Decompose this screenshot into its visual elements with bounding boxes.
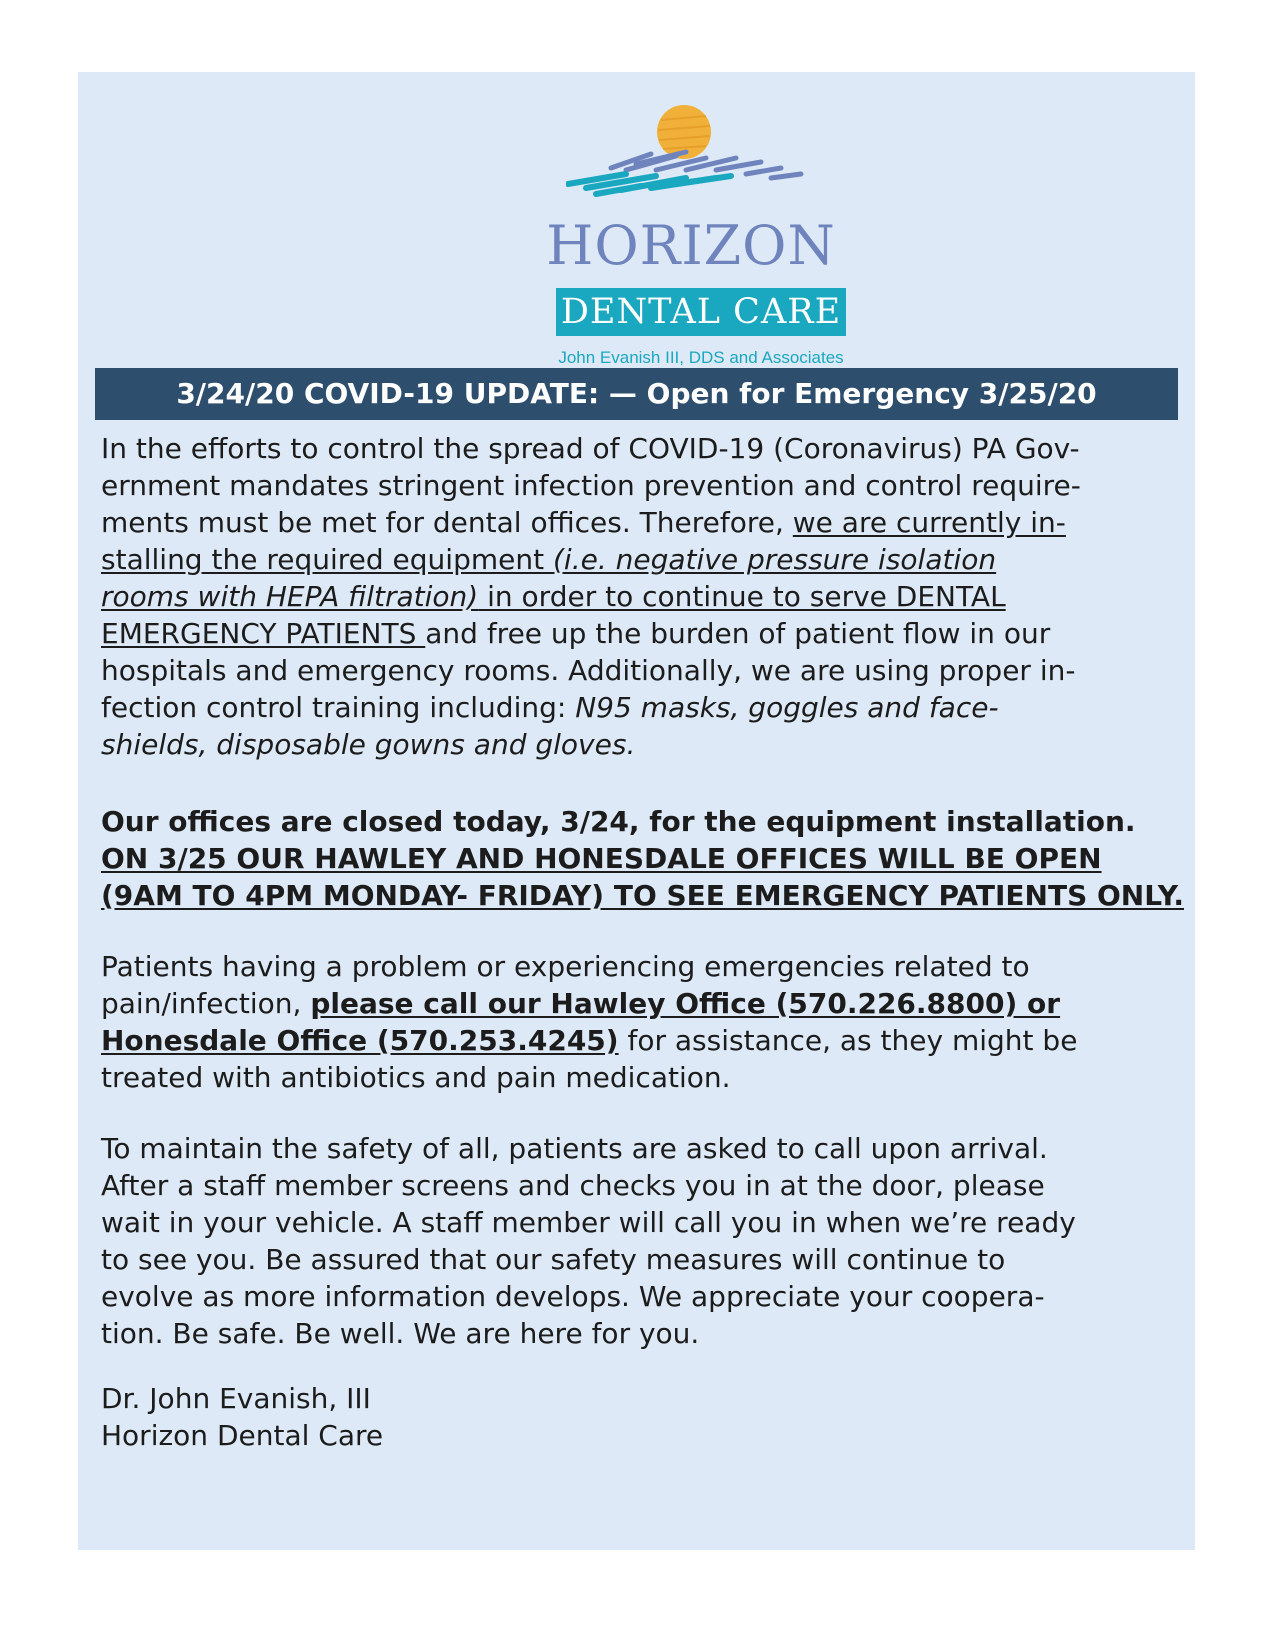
underlined-run: in order to continue to serve DENTAL [478, 580, 1006, 613]
honesdale-phone-text: Honesdale Office (570.253.4245) [101, 1024, 619, 1057]
text-run: pain/infection, [101, 987, 311, 1020]
underlined-run: stalling the required equipment [101, 543, 553, 576]
text-line: After a staff member screens and checks you in at the door, please [101, 1169, 1045, 1202]
underlined-italic-run: (i.e. negative pressure isolation [552, 543, 997, 576]
text-line: ernment mandates stringent infection prevention and control require- [101, 469, 1081, 502]
text-line [101, 504, 1171, 541]
text-line [101, 1022, 1171, 1059]
intro-paragraph [101, 430, 1171, 763]
safety-paragraph [101, 1130, 1171, 1352]
hawley-phone-text: please call our Hawley Office (570.226.8800) or [310, 987, 1061, 1020]
signature-org: Horizon Dental Care [101, 1419, 384, 1452]
sun-horizon-icon [566, 98, 816, 213]
signature-block [101, 1380, 1171, 1454]
text-line: wait in your vehicle. A staff member will call you in when we’re ready [101, 1206, 1076, 1239]
text-line: In the efforts to control the spread of COVID-19 (Coronavirus) PA Gov- [101, 432, 1080, 465]
underlined-run: we are currently in- [792, 506, 1066, 539]
italic-run: N95 masks, goggles and face- [575, 691, 999, 724]
bold-line: Our offices are closed today, 3/24, for the equipment installation. [101, 805, 1136, 838]
text-run: fection control training including: [101, 691, 576, 724]
underlined-italic-run: rooms with HEPA filtration) [101, 580, 479, 613]
horizon-dental-logo [536, 98, 846, 367]
bold-underlined-line: (9AM TO 4PM MONDAY- FRIDAY) TO SEE EMERGENCY PATIENTS ONLY. [101, 879, 1184, 912]
signature-name: Dr. John Evanish, III [101, 1382, 371, 1415]
text-line: tion. Be safe. Be well. We are here for you. [101, 1317, 700, 1350]
text-line: to see you. Be assured that our safety measures will continue to [101, 1243, 1006, 1276]
text-line: To maintain the safety of all, patients are asked to call upon arrival. [101, 1132, 1048, 1165]
text-run: ments must be met for dental offices. Therefore, [101, 506, 793, 539]
text-line: evolve as more information develops. We appreciate your coopera- [101, 1280, 1045, 1313]
text-line [101, 615, 1171, 652]
text-line [101, 541, 1171, 578]
text-line: hospitals and emergency rooms. Additionally, we are using proper in- [101, 654, 1076, 687]
notice-panel [78, 72, 1195, 1550]
text-line [101, 689, 1171, 726]
closure-paragraph [101, 803, 1184, 914]
text-run: for assistance, as they might be [618, 1024, 1078, 1057]
underlined-run: EMERGENCY PATIENTS [101, 617, 426, 650]
text-line [101, 985, 1171, 1022]
contact-paragraph [101, 948, 1171, 1096]
text-line: shields, disposable gowns and gloves. [101, 728, 636, 761]
text-line: treated with antibiotics and pain medication. [101, 1061, 731, 1094]
text-run: and free up the burden of patient flow in our [425, 617, 1051, 650]
bold-underlined-line: ON 3/25 OUR HAWLEY AND HONESDALE OFFICES WILL BE OPEN [101, 842, 1102, 875]
update-banner: 3/24/20 COVID-19 UPDATE: — Open for Emergency 3/25/20 [95, 368, 1178, 420]
logo-wordmark: HORIZON [546, 214, 836, 277]
logo-subtitle: John Evanish III, DDS and Associates [558, 348, 844, 367]
text-line [101, 578, 1171, 615]
logo-band: DENTAL CARE [556, 288, 846, 336]
text-line: Patients having a problem or experiencing emergencies related to [101, 950, 1030, 983]
